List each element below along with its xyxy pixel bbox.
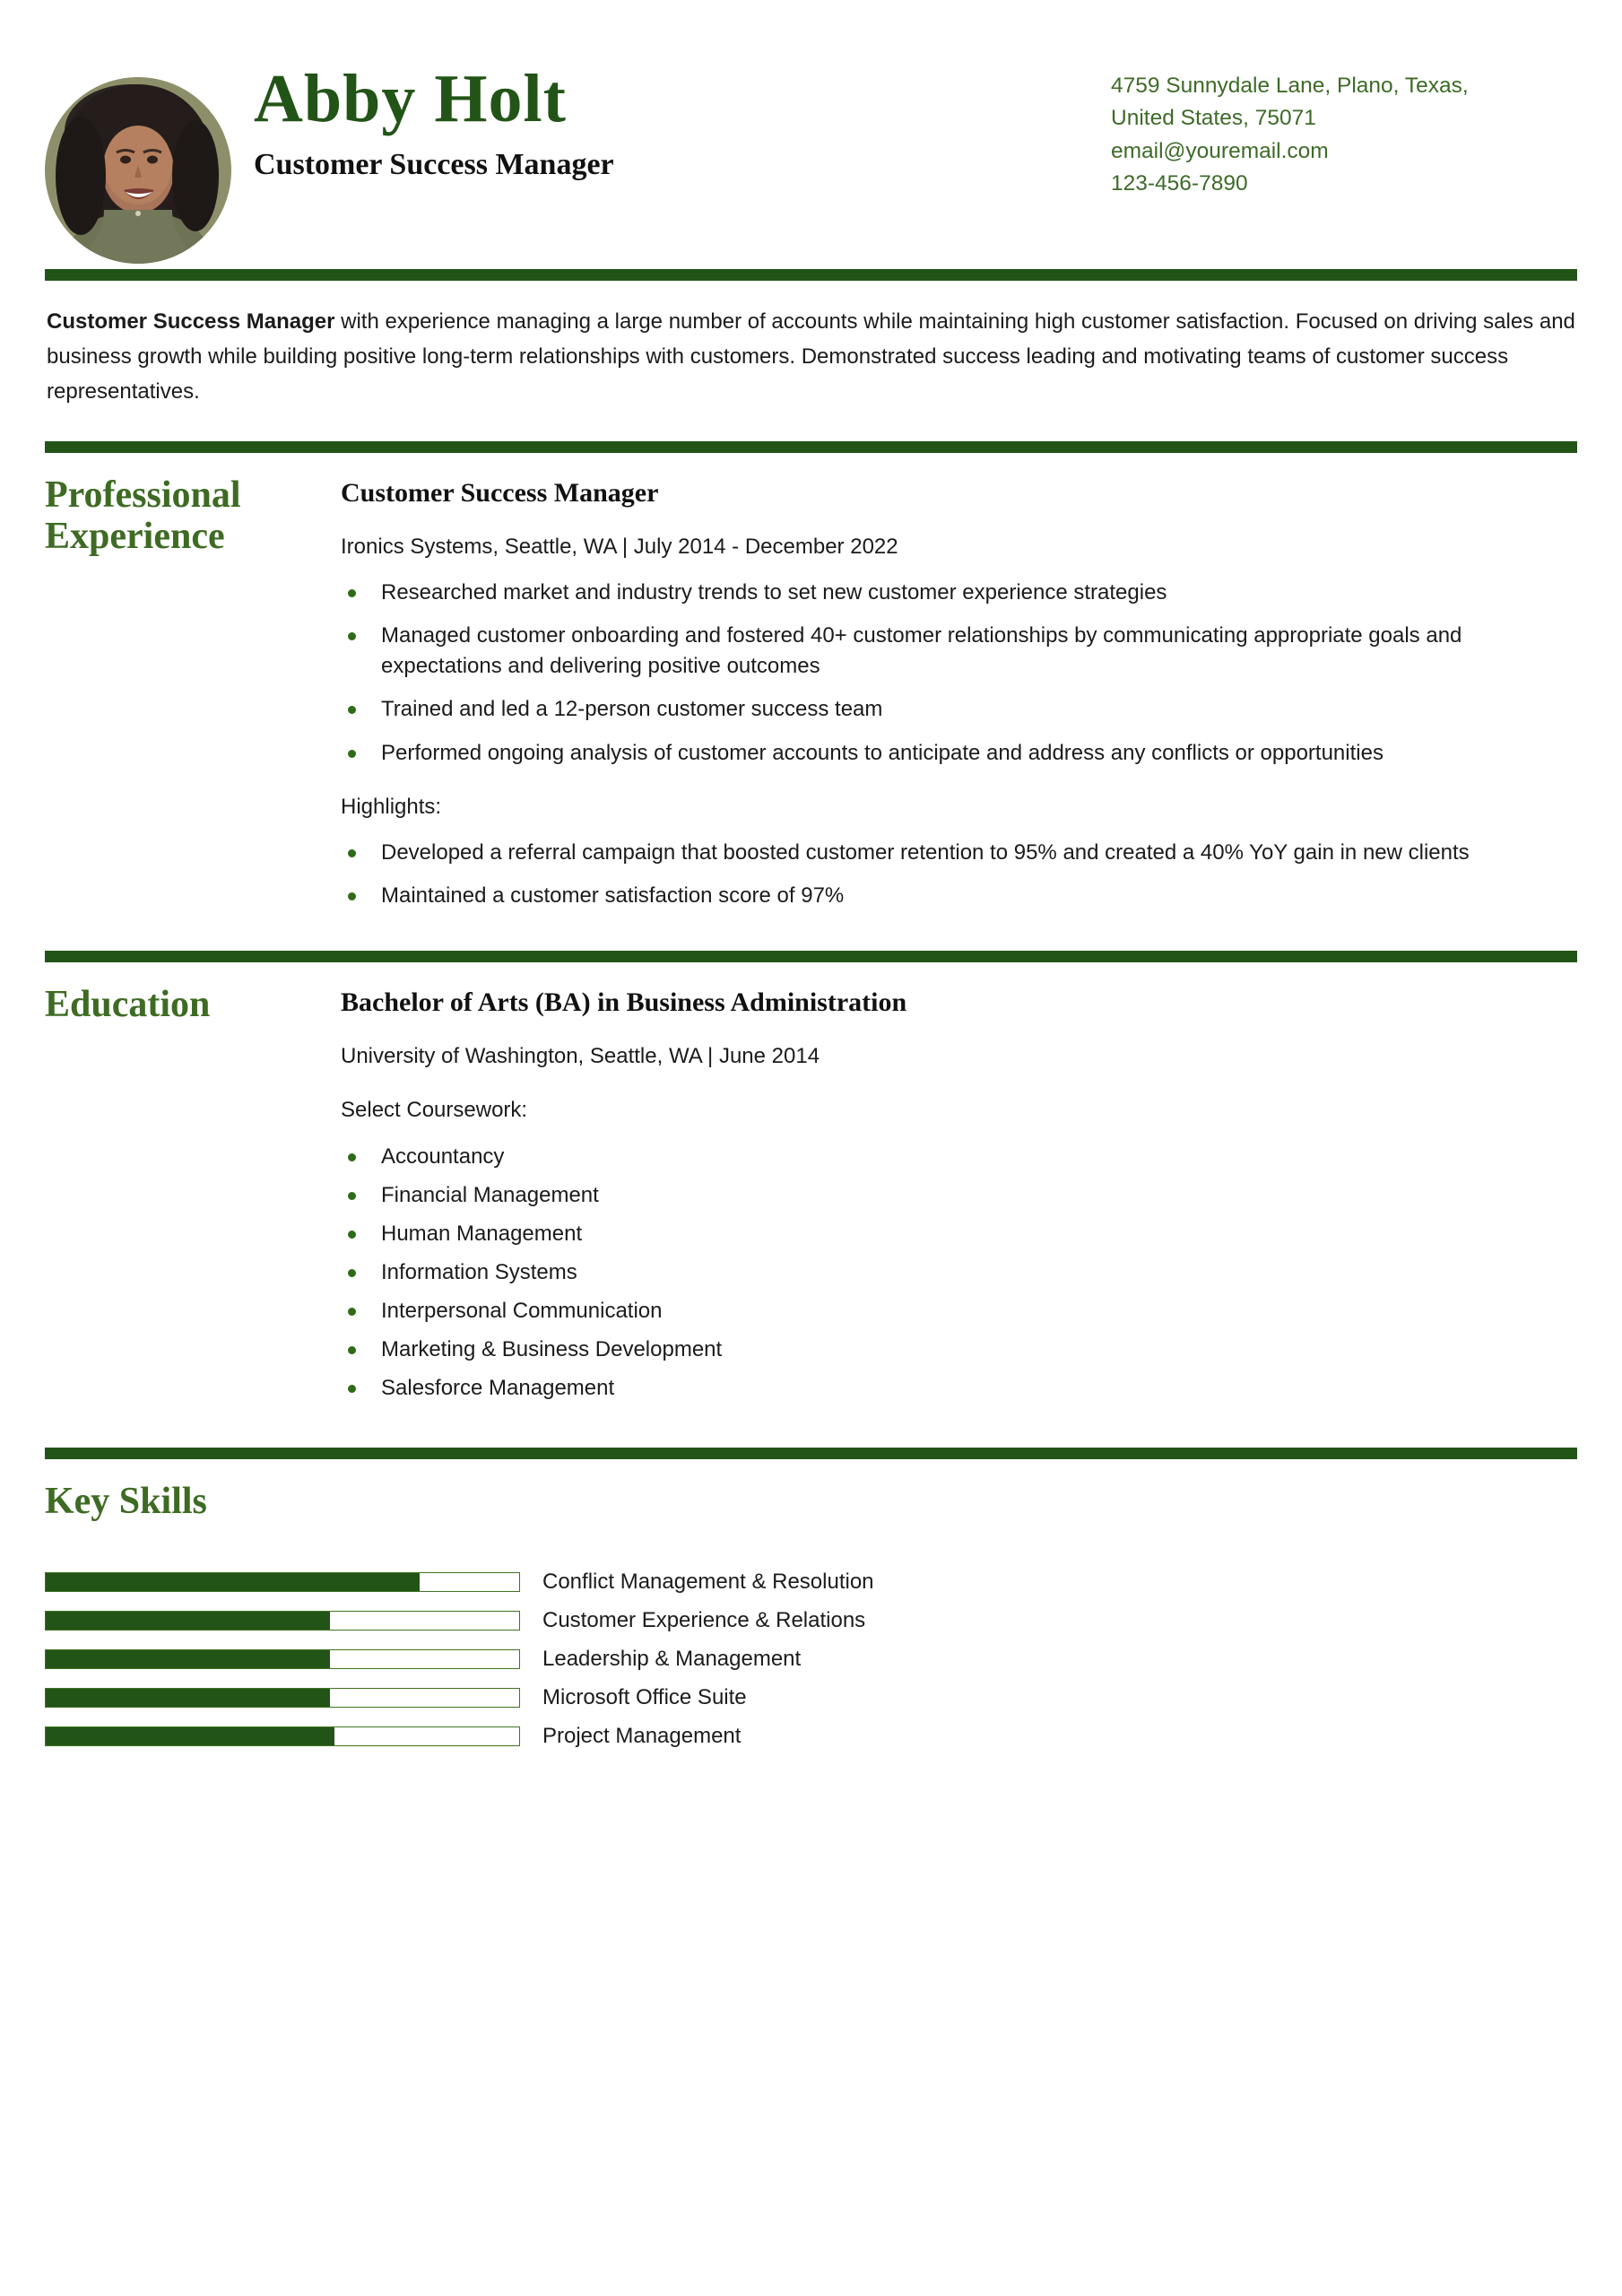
list-item: Managed customer onboarding and fostered 40+ customer relationships by communicating appropriate goals and expectations and delivering positive outcomes bbox=[341, 621, 1559, 682]
coursework-label: Select Coursework: bbox=[341, 1097, 528, 1122]
list-item: Human Management bbox=[341, 1219, 1559, 1249]
section-title-skills: Key Skills bbox=[45, 1481, 207, 1523]
skill-meter-fill bbox=[46, 1612, 330, 1630]
list-item: Developed a referral campaign that boosted customer retention to 95% and created a 40% YoY gain in new clients bbox=[341, 838, 1559, 868]
divider-skills bbox=[45, 1448, 1577, 1459]
experience-entry-meta: Ironics Systems, Seattle, WA | July 2014 - December 2022 bbox=[341, 534, 898, 559]
list-item: Researched market and industry trends to set new customer experience strategies bbox=[341, 578, 1559, 608]
portrait-photo-icon bbox=[45, 77, 231, 264]
list-item: Information Systems bbox=[341, 1257, 1559, 1288]
divider-education bbox=[45, 951, 1577, 962]
name-block bbox=[254, 61, 1111, 186]
education-degree: Bachelor of Arts (BA) in Business Administration bbox=[341, 987, 907, 1018]
list-item: Trained and led a 12-person customer success team bbox=[341, 694, 1559, 725]
section-key-skills bbox=[45, 1459, 1577, 1748]
skill-meter-fill bbox=[46, 1689, 330, 1707]
contact-email[interactable]: email@youremail.com bbox=[1111, 138, 1329, 163]
skill-meter bbox=[45, 1726, 520, 1746]
section-title-experience: Professional Experience bbox=[45, 474, 241, 557]
contact-address-line1: 4759 Sunnydale Lane, Plano, Texas, bbox=[1111, 74, 1469, 98]
skill-meter bbox=[45, 1649, 520, 1669]
section-education bbox=[45, 962, 1577, 1448]
skill-meter bbox=[45, 1688, 520, 1708]
skill-meter-fill bbox=[46, 1573, 420, 1591]
summary-text: with experience managing a large number of accounts while maintaining high customer satisfaction. Focused on driving sales and business growth while building positive long-term relationships with customers. Demonstrated success leading and motivating teams of customer success representatives. bbox=[47, 309, 1575, 404]
highlights-label: Highlights: bbox=[341, 794, 442, 819]
skill-label: Microsoft Office Suite bbox=[542, 1685, 747, 1710]
list-item: Marketing & Business Development bbox=[341, 1335, 1559, 1365]
skill-label: Leadership & Management bbox=[542, 1647, 802, 1672]
coursework-list bbox=[341, 1142, 1559, 1405]
experience-bullet-list bbox=[341, 578, 1559, 768]
skill-meter-fill bbox=[46, 1650, 330, 1668]
divider-experience bbox=[45, 441, 1577, 453]
list-item: Interpersonal Communication bbox=[341, 1296, 1559, 1326]
skill-row bbox=[45, 1648, 1577, 1671]
experience-entry-title: Customer Success Manager bbox=[341, 477, 659, 508]
skill-meter-fill bbox=[46, 1727, 334, 1745]
skill-row bbox=[45, 1609, 1577, 1632]
divider-summary bbox=[45, 269, 1577, 281]
section-professional-experience bbox=[45, 453, 1577, 952]
skill-label: Project Management bbox=[542, 1724, 742, 1749]
skill-meter bbox=[45, 1611, 520, 1631]
skill-label: Customer Experience & Relations bbox=[542, 1608, 866, 1633]
education-school-meta: University of Washington, Seattle, WA | June 2014 bbox=[341, 1044, 820, 1069]
skill-meter bbox=[45, 1572, 520, 1592]
header-job-title: Customer Success Manager bbox=[254, 148, 614, 181]
list-item: Salesforce Management bbox=[341, 1373, 1559, 1404]
professional-summary bbox=[45, 281, 1577, 437]
contact-address-line2: United States, 75071 bbox=[1111, 106, 1316, 131]
skill-row bbox=[45, 1725, 1577, 1748]
list-item: Accountancy bbox=[341, 1142, 1559, 1172]
experience-highlights-list bbox=[341, 838, 1559, 911]
skill-row bbox=[45, 1570, 1577, 1594]
list-item: Financial Management bbox=[341, 1180, 1559, 1211]
list-item: Maintained a customer satisfaction score of 97% bbox=[341, 881, 1559, 911]
contact-phone[interactable]: 123-456-7890 bbox=[1111, 170, 1248, 196]
skill-label: Conflict Management & Resolution bbox=[542, 1570, 874, 1595]
experience-body bbox=[341, 474, 1577, 912]
summary-lead: Customer Success Manager bbox=[47, 309, 335, 334]
section-title-education: Education bbox=[45, 984, 211, 1026]
list-item: Performed ongoing analysis of customer accounts to anticipate and address any conflicts or opportunities bbox=[341, 738, 1559, 769]
skill-row bbox=[45, 1686, 1577, 1709]
resume-header bbox=[45, 0, 1577, 269]
page-title: Abby Holt bbox=[254, 61, 567, 136]
education-body bbox=[341, 984, 1577, 1412]
avatar bbox=[45, 77, 231, 264]
contact-info bbox=[1111, 70, 1577, 200]
